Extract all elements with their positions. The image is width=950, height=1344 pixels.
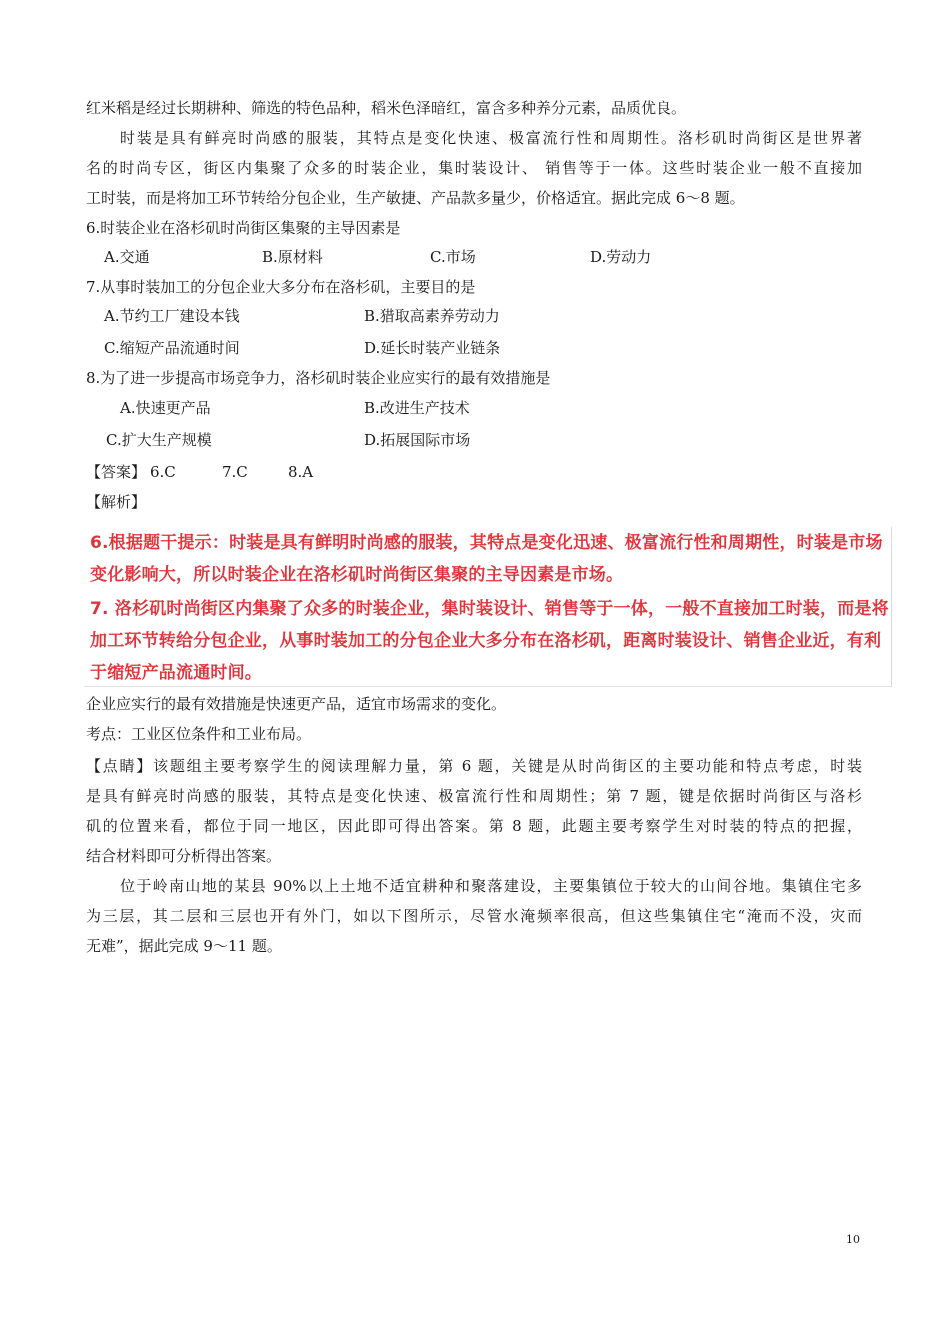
analysis-line: 企业应实行的最有效措施是快速更产品，适宜市场需求的变化。 [86, 695, 507, 713]
question-8-option-c: C.扩大生产规模 [106, 431, 212, 449]
question-6-option-c: C.市场 [430, 248, 476, 266]
answer-8: 8.A [288, 463, 314, 481]
question-7-option-c: C.缩短产品流通时间 [104, 339, 240, 357]
answer-label: 【答案】 [86, 463, 147, 481]
question-6: 6.时装企业在洛杉矶时尚街区集聚的主导因素是 [86, 219, 401, 237]
paragraph-line: 名的时尚专区，街区内集聚了众多的时装企业，集时装设计、 销售等于一体。这些时装企业一般不直接加 [86, 159, 862, 177]
question-7-option-b: B.猎取高素养劳动力 [364, 307, 500, 325]
paragraph-line: 无难”，据此完成 9～11 题。 [86, 937, 282, 955]
page-number: 10 [846, 1233, 860, 1246]
paragraph-line: 时装是具有鲜亮时尚感的服装，其特点是变化快速、极富流行性和周期性。洛杉矶时尚街区是世界著 [120, 129, 862, 147]
analysis-line: 加工环节转给分包企业，从事时装加工的分包企业大多分布在洛杉矶，距离时装设计、销售企业近，有利 [90, 631, 882, 651]
paragraph-line: 为三层，其二层和三层也开有外门，如以下图所示，尽管水淹频率很高，但这些集镇住宅“淹而不没，灾而 [86, 907, 862, 925]
paragraph-line: 红米稻是经过长期耕种、筛选的特色品种，稻米色泽暗红，富含多种养分元素，品质优良。 [86, 99, 687, 117]
question-7-option-d: D.延长时装产业链条 [364, 339, 501, 357]
comment-line: 是具有鲜亮时尚感的服装，其特点是变化快速、极富流行性和周期性；第 7 题，键是依据时尚街区与洛杉 [86, 787, 862, 805]
question-8: 8.为了进一步提高市场竞争力，洛杉矶时装企业应实行的最有效措施是 [86, 369, 551, 387]
analysis-line: 于缩短产品流通时间。 [90, 663, 262, 683]
question-8-option-b: B.改进生产技术 [364, 399, 470, 417]
comment-line: 矶的位置来看，都位于同一地区，因此即可得出答案。第 8 题，此题主要考察学生对时装的特点的把握， [86, 817, 862, 835]
question-6-option-d: D.劳动力 [590, 248, 652, 266]
question-6-option-b: B.原材料 [262, 248, 323, 266]
analysis-line: 6.根据题干提示：时装是具有鲜明时尚感的服装，其特点是变化迅速、极富流行性和周期性，时装是市场 [90, 533, 883, 553]
paragraph-line: 工时装，而是将加工环节转给分包企业，生产敏捷、产品款多量少，价格适宜。据此完成 6～8 题。 [86, 189, 745, 207]
answer-7: 7.C [222, 463, 248, 481]
comment-line: 结合材料即可分析得出答案。 [86, 847, 282, 865]
comment-line: 【点睛】该题组主要考察学生的阅读理解力量，第 6 题，关键是从时尚街区的主要功能和特点考虑，时装 [86, 757, 862, 775]
question-7: 7.从事时装加工的分包企业大多分布在洛杉矶，主要目的是 [86, 278, 476, 296]
answer-6: 6.C [150, 463, 176, 481]
kaodian-line: 考点：工业区位条件和工业布局。 [86, 725, 312, 743]
analysis-line: 7. 洛杉矶时尚街区内集聚了众多的时装企业，集时装设计、销售等于一体，一般不直接加工时装，而是将 [90, 599, 889, 619]
question-8-option-d: D.拓展国际市场 [364, 431, 471, 449]
analysis-label: 【解析】 [86, 493, 147, 511]
question-6-option-a: A.交通 [104, 248, 150, 266]
question-8-option-a: A.快速更产品 [120, 399, 211, 417]
question-7-option-a: A.节约工厂建设本钱 [104, 307, 240, 325]
analysis-line: 变化影响大，所以时装企业在洛杉矶时尚街区集聚的主导因素是市场。 [90, 565, 624, 585]
paragraph-line: 位于岭南山地的某县 90%以上土地不适宜耕种和聚落建设，主要集镇位于较大的山间谷地。集镇住宅多 [120, 877, 862, 895]
